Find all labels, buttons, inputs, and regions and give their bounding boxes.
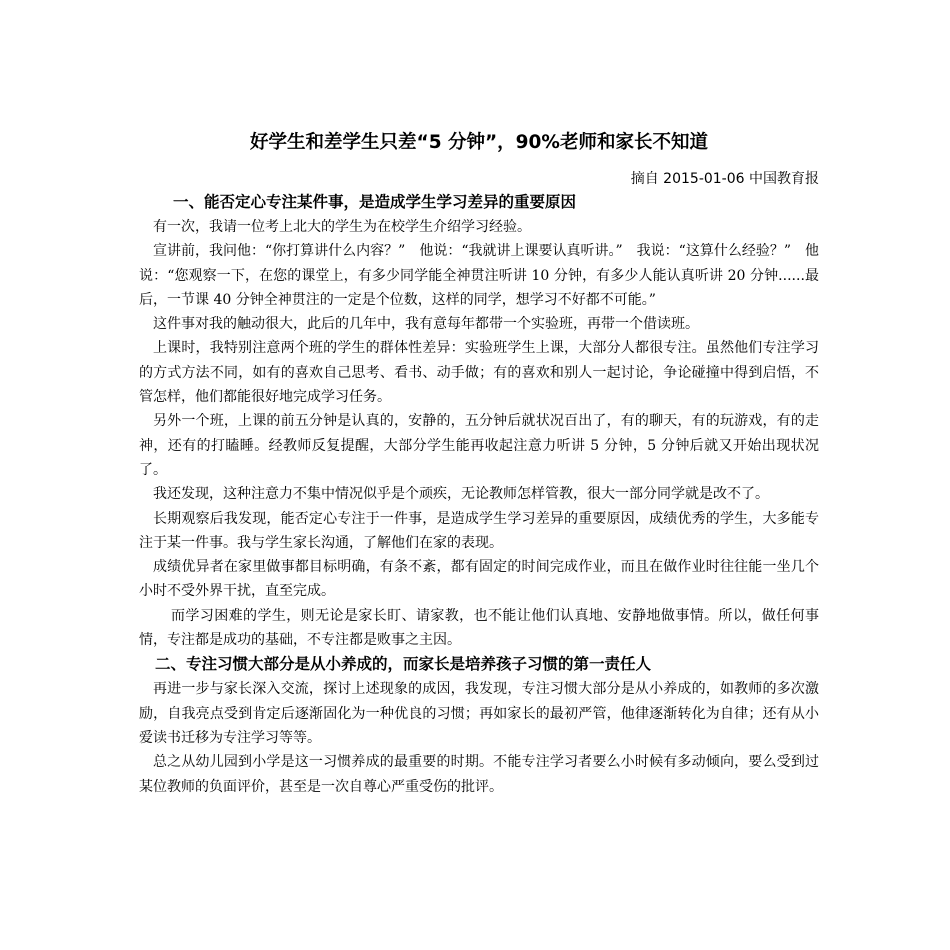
paragraph: 上课时，我特别注意两个班的学生的群体性差异：实验班学生上课，大部分人都很专注。虽然他们专注学习的方式方法不同，如有的喜欢自己思考、看书、动手做；有的喜欢和别人一起讨论，争论碰撞中得到启悟，不管怎样，他们都能很好地完成学习任务。	[139, 340, 819, 406]
paragraph: 有一次，我请一位考上北大的学生为在校学生介绍学习经验。	[153, 219, 531, 235]
paragraph: 再进一步与家长深入交流，探讨上述现象的成因，我发现，专注习惯大部分是从小养成的，如教师的多次激励，自我亮点受到肯定后逐渐固化为一种优良的习惯；再如家长的最初严管，他律逐渐转化为自律；还有从小爱读书迁移为专注学习等等。	[139, 681, 819, 746]
document-title: 好学生和差学生只差“5 分钟”，90%老师和家长不知道	[250, 132, 708, 153]
paragraph: 长期观察后我发现，能否定心专注于一件事，是造成学生学习差异的重要原因，成绩优秀的学生，大多能专注于某一件事。我与学生家长沟通，了解他们在家的表现。	[139, 510, 819, 551]
paragraph: 而学习困难的学生，则无论是家长盯、请家教，也不能让他们认真地、安静地做事情。所以，做任何事情，专注都是成功的基础，不专注都是败事之主因。	[139, 607, 819, 649]
section-heading-1: 一、能否定心专注某件事，是造成学生学习差异的重要原因	[173, 193, 577, 211]
paragraph: 总之从幼儿园到小学是这一习惯养成的最重要的时期。不能专注学习者要么小时候有多动倾向，要么受到过某位教师的负面评价，甚至是一次自尊心严重受伤的批评。	[139, 754, 819, 795]
paragraph: 成绩优异者在家里做事都目标明确，有条不紊，都有固定的时间完成作业，而且在做作业时往往能一坐几个小时不受外界干扰，直至完成。	[139, 559, 819, 600]
paragraph: 我还发现，这种注意力不集中情况似乎是个顽疾，无论教师怎样管教，很大一部分同学就是改不了。	[153, 486, 769, 503]
source-line: 摘自 2015-01-06 中国教育报	[630, 171, 819, 187]
document-body	[139, 128, 819, 799]
paragraph: 宣讲前，我问他：“你打算讲什么内容？” 他说：“我就讲上课要认真听讲。” 我说：“这算什么经验？” 他说：“您观察一下，在您的课堂上，有多少同学能全神贯注听讲 10 分钟，有多少人能认真听讲 20 分钟......最后，一节课 40 分钟全神贯注的一定是个位数，这样的同学，想学习不好都不可能。”	[139, 243, 819, 308]
section-heading-2: 二、专注习惯大部分是从小养成的，而家长是培养孩子习惯的第一责任人	[155, 655, 652, 674]
paragraph: 这件事对我的触动很大，此后的几年中，我有意每年都带一个实验班，再带一个借读班。	[153, 316, 699, 333]
paragraph: 另外一个班，上课的前五分钟是认真的，安静的，五分钟后就状况百出了，有的聊天，有的玩游戏，有的走神，还有的打瞌睡。经教师反复提醒，大部分学生能再收起注意力听讲 5 分钟，5 分钟后就又开始出现状况了。	[139, 413, 819, 478]
